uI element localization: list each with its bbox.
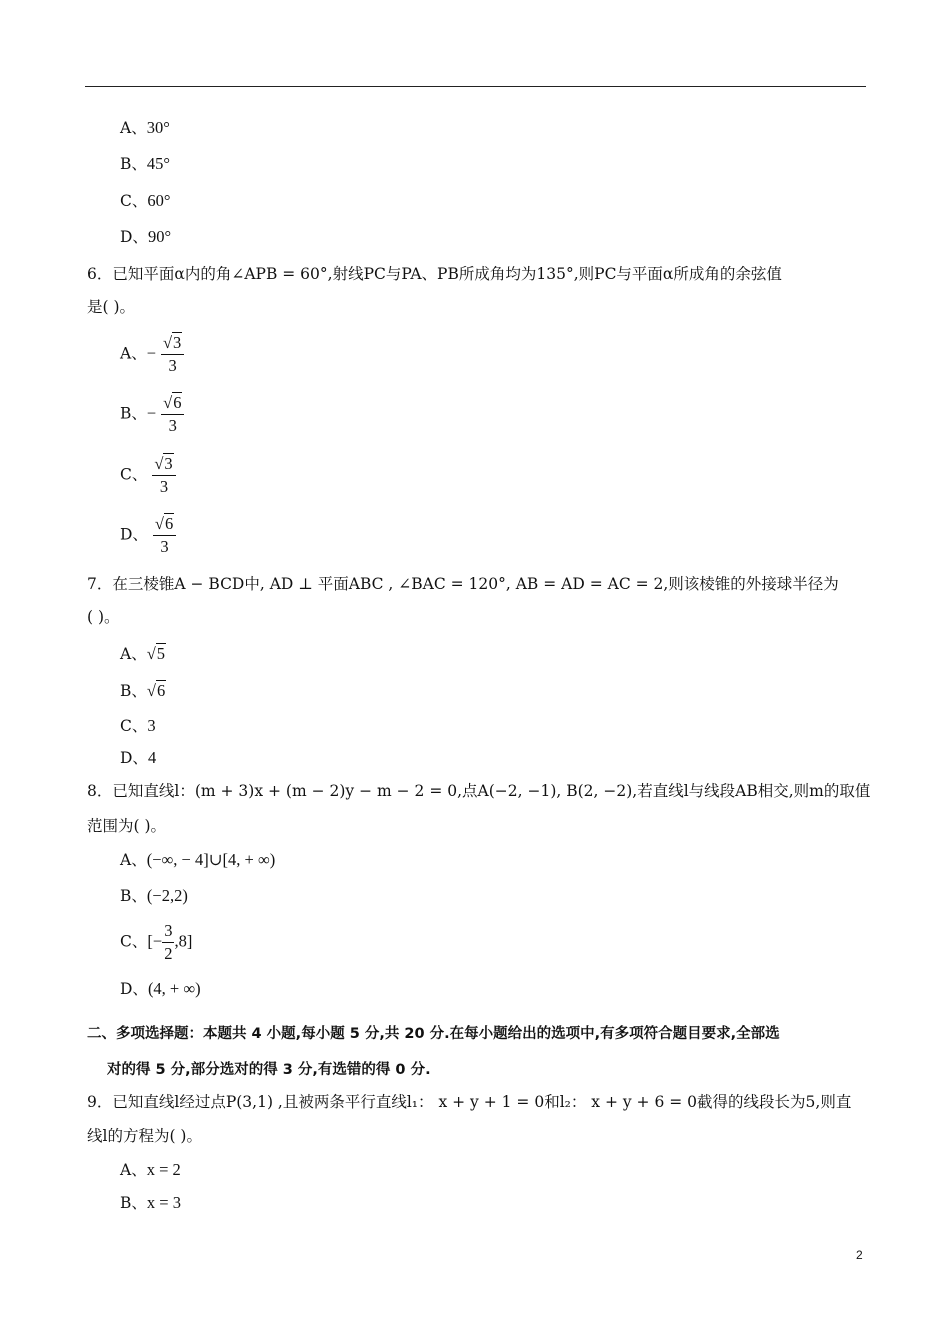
- q5-option-a: A、30°: [120, 118, 170, 137]
- q8-option-a: A、(−∞, − 4]∪[4, + ∞): [120, 850, 276, 869]
- q9-option-b: B、x = 3: [120, 1193, 181, 1212]
- q7-option-b: B、√6: [120, 681, 166, 700]
- q5-option-d: D、90°: [120, 227, 172, 246]
- q6-option-d: D、 $\frac{√6}{3}$: [120, 513, 176, 558]
- q7-stem-line2: ( )。: [87, 608, 120, 626]
- q8-option-b: B、(−2,2): [120, 886, 188, 905]
- q6-stem-line2: 是( )。: [87, 298, 136, 316]
- q7-stem-line1: 7．在三棱锥A − BCD中, AD ⊥ 平面ABC , ∠BAC = 120°, AB = AD = AC = 2,则该棱锥的外接球半径为: [87, 575, 839, 593]
- q5-option-b: B、45°: [120, 154, 170, 173]
- q8-stem-line2: 范围为( )。: [87, 817, 167, 835]
- q5-option-c: C、60°: [120, 191, 171, 210]
- q8-stem-line1: 8．已知直线l：(m + 3)x + (m − 2)y − m − 2 = 0,点A(−2, −1), B(2, −2),若直线l与线段AB相交,则m的取值: [87, 782, 871, 800]
- q6-option-b: B、− $\frac{√6}{3}$: [120, 392, 184, 437]
- q6-option-a: A、− $\frac{√3}{3}$: [120, 332, 184, 377]
- q7-option-a: A、√5: [120, 644, 166, 663]
- q8-option-c: C、[− $\frac{3}{2}$ ,8]: [120, 921, 193, 963]
- section2-heading-line1: 二、多项选择题：本题共 4 小题,每小题 5 分,共 20 分.在每小题给出的选项中,有多项符合题目要求,全部选: [87, 1026, 780, 1042]
- page-number: 2: [856, 1248, 863, 1262]
- header-rule: [85, 86, 866, 87]
- q9-stem-line2: 线l的方程为( )。: [87, 1127, 202, 1145]
- q9-stem-line1: 9．已知直线l经过点P(3,1) ,且被两条平行直线l₁： x + y + 1 = 0和l₂： x + y + 6 = 0截得的线段长为5,则直: [87, 1093, 852, 1111]
- q6-stem-line1: 6．已知平面α内的角∠APB = 60°,射线PC与PA、PB所成角均为135°,则PC与平面α所成角的余弦值: [87, 265, 782, 283]
- q8-option-d: D、(4, + ∞): [120, 979, 201, 998]
- q7-option-d: D、4: [120, 748, 157, 767]
- q6-option-c: C、 $\frac{√3}{3}$: [120, 453, 176, 498]
- q7-option-c: C、3: [120, 716, 156, 735]
- section2-heading-line2: 对的得 5 分,部分选对的得 3 分,有选错的得 0 分.: [107, 1062, 431, 1078]
- q9-option-a: A、x = 2: [120, 1160, 181, 1179]
